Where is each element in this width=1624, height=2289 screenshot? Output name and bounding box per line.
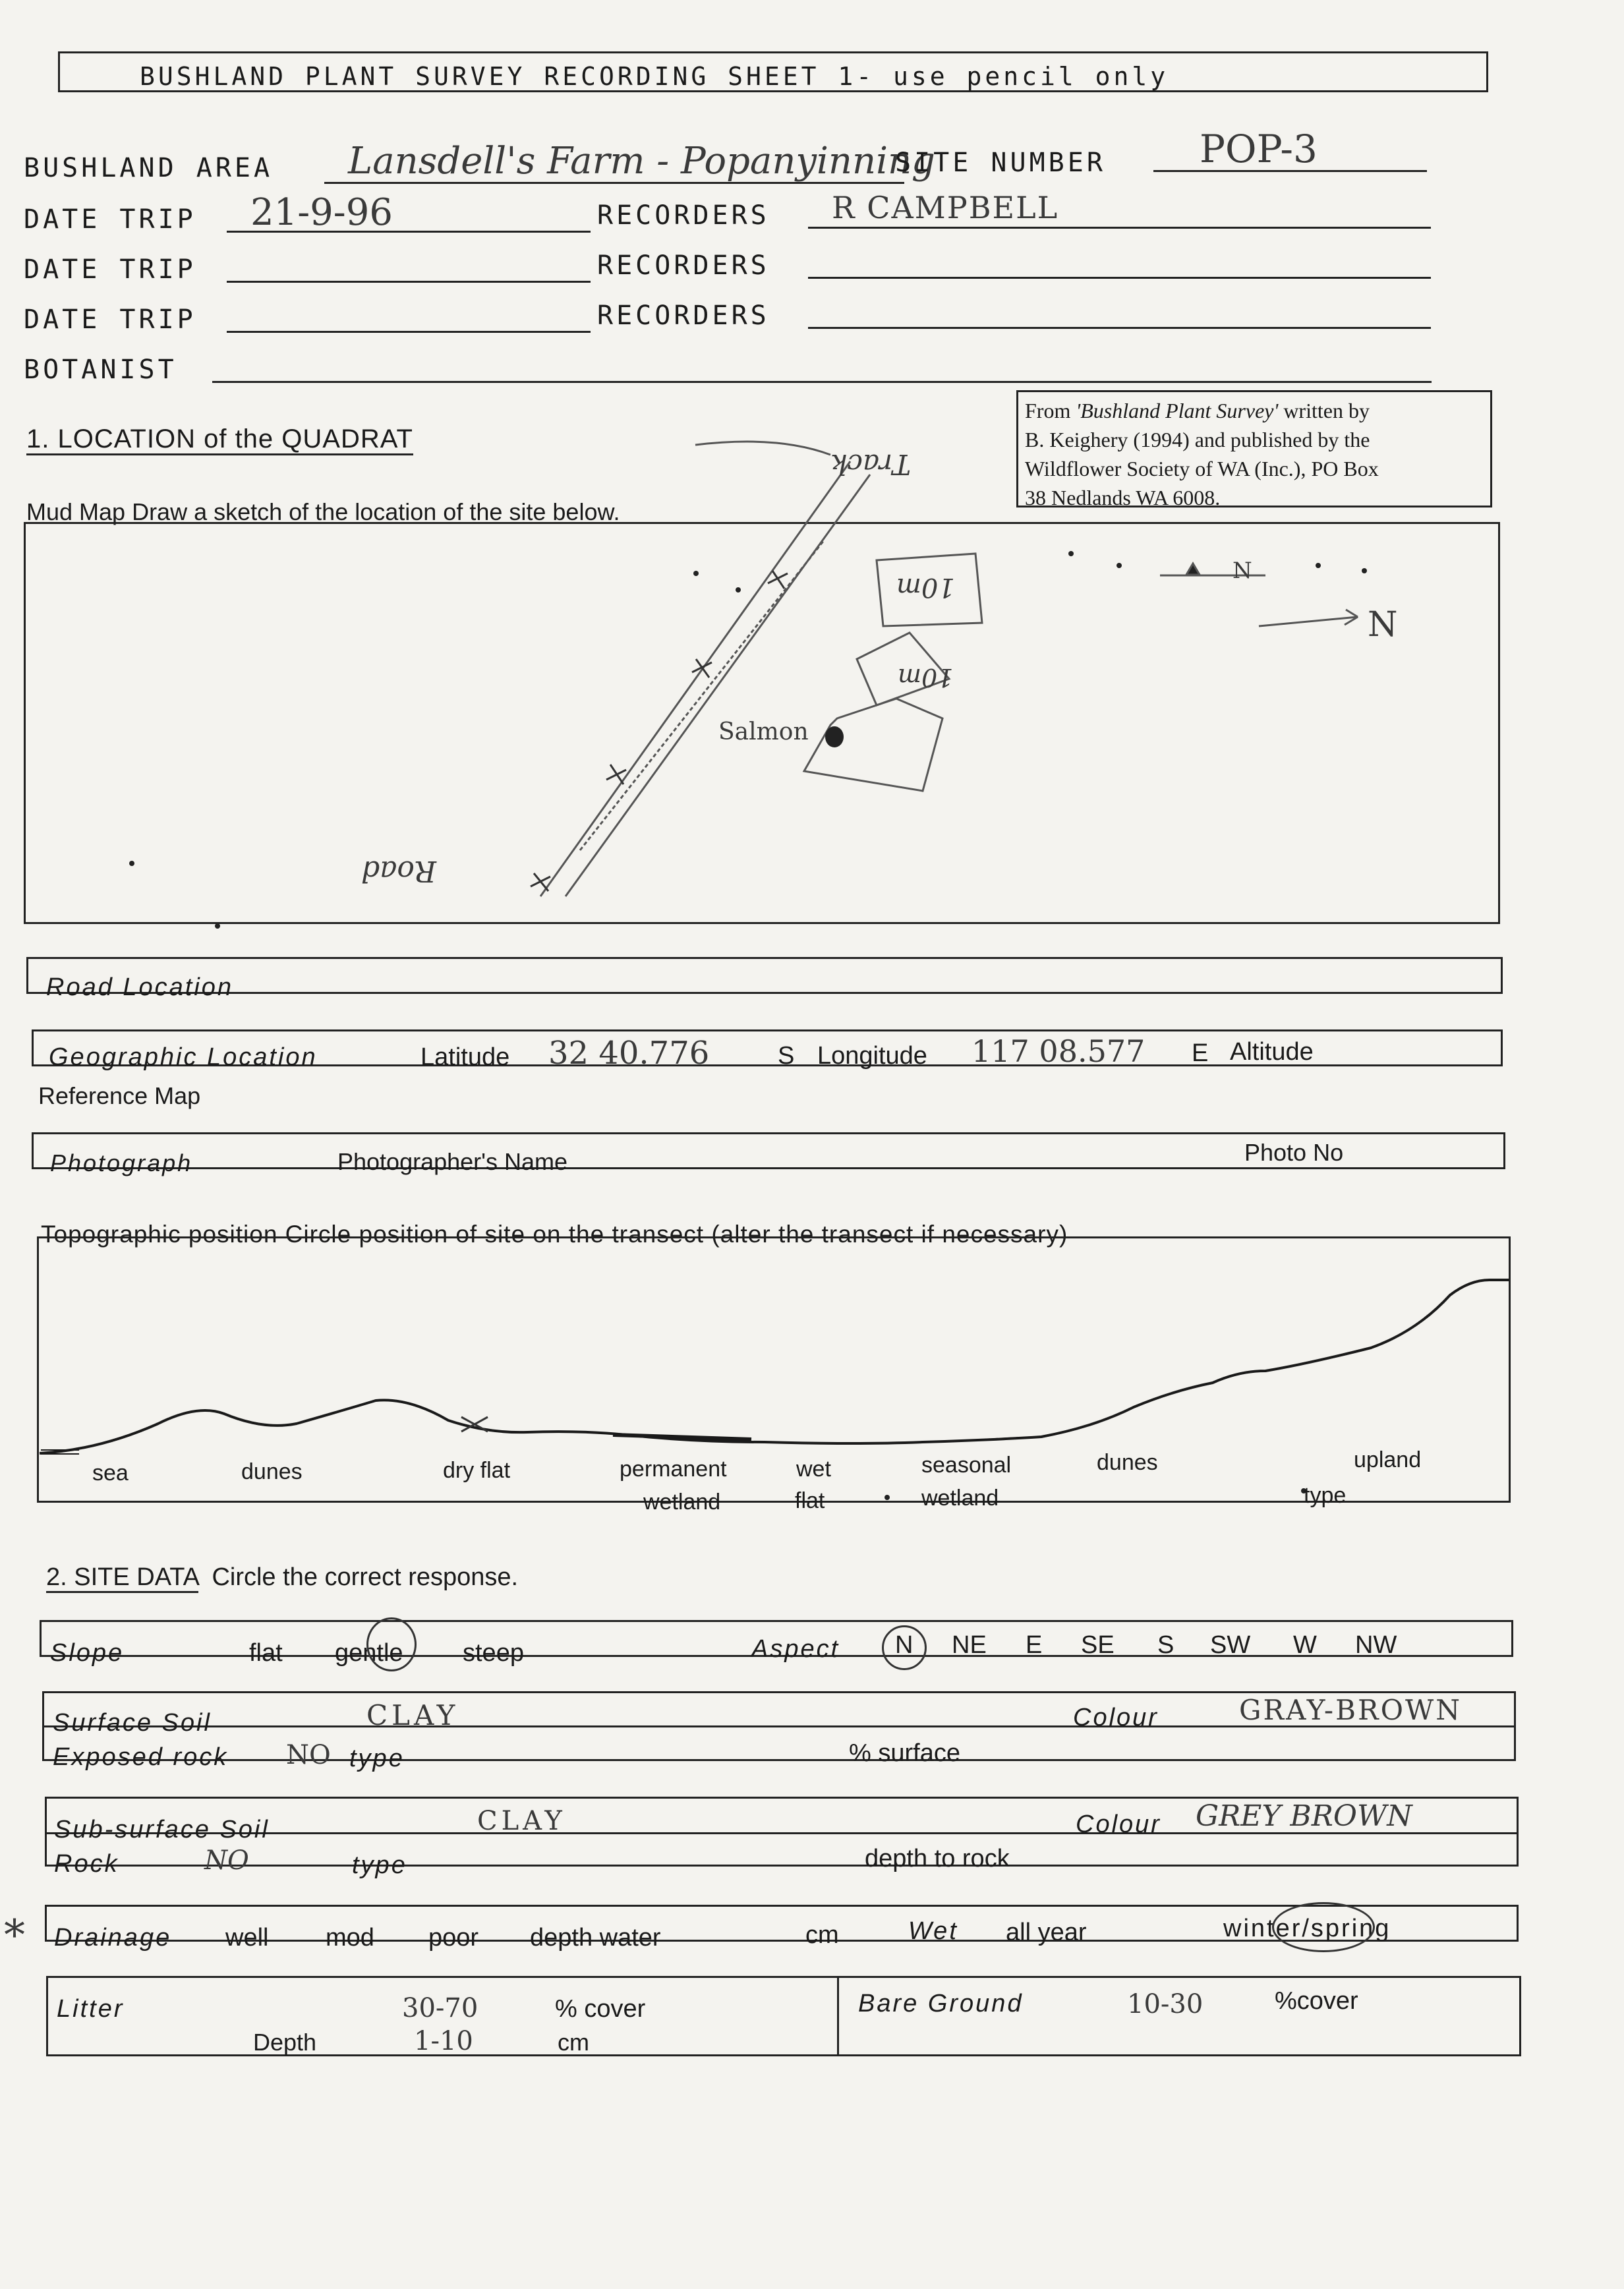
credit-suffix: written by xyxy=(1278,399,1370,422)
aspect-option-e[interactable]: E xyxy=(1026,1631,1043,1659)
east-label: E xyxy=(1192,1039,1209,1067)
subsurface-soil-value[interactable]: CLAY xyxy=(477,1806,566,1836)
longitude-label: Longitude xyxy=(817,1042,927,1070)
sketch-road-label: Road xyxy=(361,854,437,888)
site-number-value[interactable]: POP-3 xyxy=(1200,127,1318,171)
wet-selected-circle xyxy=(1272,1902,1375,1952)
recorders-3-label: RECORDERS xyxy=(597,301,770,331)
transect-wetland-2: wetland xyxy=(921,1486,999,1511)
litter-cover-value[interactable]: 30-70 xyxy=(402,1993,478,2023)
longitude-value[interactable]: 117 08.577 xyxy=(972,1033,1146,1069)
exposed-rock-type-label: type xyxy=(349,1745,405,1772)
surface-colour-value[interactable]: GRAY-BROWN xyxy=(1239,1694,1462,1726)
bare-ground-cover-label: %cover xyxy=(1275,1987,1358,2015)
topographic-instruction: Topographic position Circle position of site on the transect (alter the transect if necessary) xyxy=(41,1221,1068,1248)
subsurface-soil-label: Sub-surface Soil xyxy=(54,1816,270,1843)
percent-surface-label: % surface xyxy=(849,1739,960,1767)
date-trip-3-label: DATE TRIP xyxy=(24,304,196,335)
litter-depth-cm-label: cm xyxy=(558,2029,589,2056)
rock-label: Rock xyxy=(54,1850,119,1878)
recorders-1-value[interactable]: R CAMPBELL xyxy=(832,190,1059,225)
transect-wetland-1: wetland xyxy=(643,1490,721,1515)
aspect-selected-circle xyxy=(882,1625,927,1670)
litter-percent-cover-label: % cover xyxy=(555,1995,646,2023)
aspect-option-se[interactable]: SE xyxy=(1081,1631,1115,1659)
sketch-salmon-label: Salmon xyxy=(718,718,809,745)
south-label: S xyxy=(778,1042,795,1070)
credit-line-4: 38 Nedlands WA 6008. xyxy=(1025,486,1221,509)
sketch-10m-label-a: 10m xyxy=(896,572,955,602)
bare-ground-value[interactable]: 10-30 xyxy=(1127,1989,1204,2019)
transect-upland: upland xyxy=(1354,1447,1422,1472)
litter-bare-ground-divider xyxy=(837,1977,839,2055)
wet-label: Wet xyxy=(908,1917,958,1945)
aspect-option-ne[interactable]: NE xyxy=(952,1631,987,1659)
aspect-option-nw[interactable]: NW xyxy=(1355,1631,1397,1659)
photographer-name-label: Photographer's Name xyxy=(337,1148,568,1175)
reference-map-label: Reference Map xyxy=(38,1082,201,1109)
road-location-label: Road Location xyxy=(46,973,234,1001)
wet-option-all-year[interactable]: all year xyxy=(1006,1919,1087,1946)
surface-soil-value[interactable]: CLAY xyxy=(366,1699,459,1731)
recorders-1-label: RECORDERS xyxy=(597,200,770,231)
section-2-heading: 2. SITE DATA xyxy=(46,1563,198,1593)
mud-map-instruction: Mud Map Draw a sketch of the location of the site below. xyxy=(26,498,620,525)
date-trip-1-label: DATE TRIP xyxy=(24,204,196,235)
sketch-north-label: N xyxy=(1368,605,1398,645)
credit-prefix: From xyxy=(1025,399,1076,422)
aspect-option-sw[interactable]: SW xyxy=(1210,1631,1251,1659)
photo-no-label: Photo No xyxy=(1244,1139,1344,1166)
surface-soil-label: Surface Soil xyxy=(53,1709,212,1737)
date-trip-1-value[interactable]: 21-9-96 xyxy=(250,191,393,234)
transect-dry-flat: dry flat xyxy=(443,1458,511,1483)
transect-permanent: permanent xyxy=(620,1457,727,1482)
sketch-10m-label-b: 10m xyxy=(898,663,954,692)
transect-wet: wet xyxy=(796,1457,831,1482)
drainage-option-well[interactable]: well xyxy=(225,1924,269,1952)
subsurface-colour-value[interactable]: GREY BROWN xyxy=(1196,1799,1412,1833)
depth-water-cm-label: cm xyxy=(805,1921,839,1949)
aspect-option-s[interactable]: S xyxy=(1157,1631,1174,1659)
slope-option-gentle[interactable]: gentle xyxy=(335,1639,403,1667)
botanist-label: BOTANIST xyxy=(24,355,177,385)
credit-line-3: Wildflower Society of WA (Inc.), PO Box xyxy=(1025,457,1379,480)
section-1-heading: 1. LOCATION of the QUADRAT xyxy=(26,424,413,454)
litter-label: Litter xyxy=(57,1995,125,2023)
drainage-label: Drainage xyxy=(54,1924,172,1952)
aspect-option-n[interactable]: N xyxy=(895,1631,914,1659)
credit-book-title: 'Bushland Plant Survey' xyxy=(1076,399,1279,422)
slope-option-steep[interactable]: steep xyxy=(463,1639,524,1667)
bare-ground-label: Bare Ground xyxy=(858,1990,1024,2017)
rock-type-label: type xyxy=(352,1851,407,1879)
litter-depth-value[interactable]: 1-10 xyxy=(414,2026,473,2056)
subsurface-colour-label: Colour xyxy=(1076,1811,1161,1838)
aspect-option-w[interactable]: W xyxy=(1293,1631,1317,1659)
section-2-instruction: Circle the correct response. xyxy=(212,1563,519,1591)
transect-type: type xyxy=(1304,1483,1347,1508)
drainage-option-mod[interactable]: mod xyxy=(326,1924,374,1952)
wet-option-winter-spring[interactable]: winter/spring xyxy=(1223,1915,1391,1942)
slope-label: Slope xyxy=(50,1639,125,1667)
sketch-north-label-small: N xyxy=(1232,558,1252,584)
transect-dunes-2: dunes xyxy=(1097,1450,1158,1475)
rock-value[interactable]: NO xyxy=(204,1845,249,1876)
latitude-label: Latitude xyxy=(420,1043,510,1071)
slope-selected-circle xyxy=(366,1617,417,1671)
transect-flat: flat xyxy=(795,1488,825,1513)
bushland-area-label: BUSHLAND AREA xyxy=(24,153,274,183)
photograph-label: Photograph xyxy=(50,1149,193,1176)
transect-seasonal: seasonal xyxy=(921,1453,1012,1478)
margin-asterisk: * xyxy=(4,1911,25,1960)
transect-sea: sea xyxy=(92,1461,129,1486)
mud-map-sketch xyxy=(0,0,1624,936)
altitude-label: Altitude xyxy=(1230,1038,1314,1066)
geo-location-label: Geographic Location xyxy=(49,1043,318,1071)
exposed-rock-value[interactable]: NO xyxy=(286,1740,331,1770)
depth-to-rock-label: depth to rock xyxy=(865,1845,1010,1872)
section-2-heading-row xyxy=(46,1563,518,1592)
sheet-title: BUSHLAND PLANT SURVEY RECORDING SHEET 1- use pencil only xyxy=(140,62,1169,91)
road-location-box[interactable] xyxy=(26,957,1503,994)
date-trip-2-label: DATE TRIP xyxy=(24,254,196,285)
surface-colour-label: Colour xyxy=(1073,1704,1159,1731)
recorders-2-label: RECORDERS xyxy=(597,250,770,281)
credit-line-2: B. Keighery (1994) and published by the xyxy=(1025,428,1370,451)
latitude-value[interactable]: 32 40.776 xyxy=(548,1035,710,1072)
drainage-option-poor[interactable]: poor xyxy=(428,1924,479,1952)
sketch-track-label: Track xyxy=(830,448,912,480)
site-number-label: SITE NUMBER xyxy=(895,148,1106,178)
litter-depth-label: Depth xyxy=(253,2029,317,2056)
slope-option-flat[interactable]: flat xyxy=(249,1639,283,1667)
transect-dunes-1: dunes xyxy=(241,1459,303,1484)
bushland-area-value[interactable]: Lansdell's Farm - Popanyinning xyxy=(348,140,935,183)
aspect-label: Aspect xyxy=(751,1635,840,1663)
depth-water-label: depth water xyxy=(530,1924,661,1952)
exposed-rock-label: Exposed rock xyxy=(53,1743,229,1771)
